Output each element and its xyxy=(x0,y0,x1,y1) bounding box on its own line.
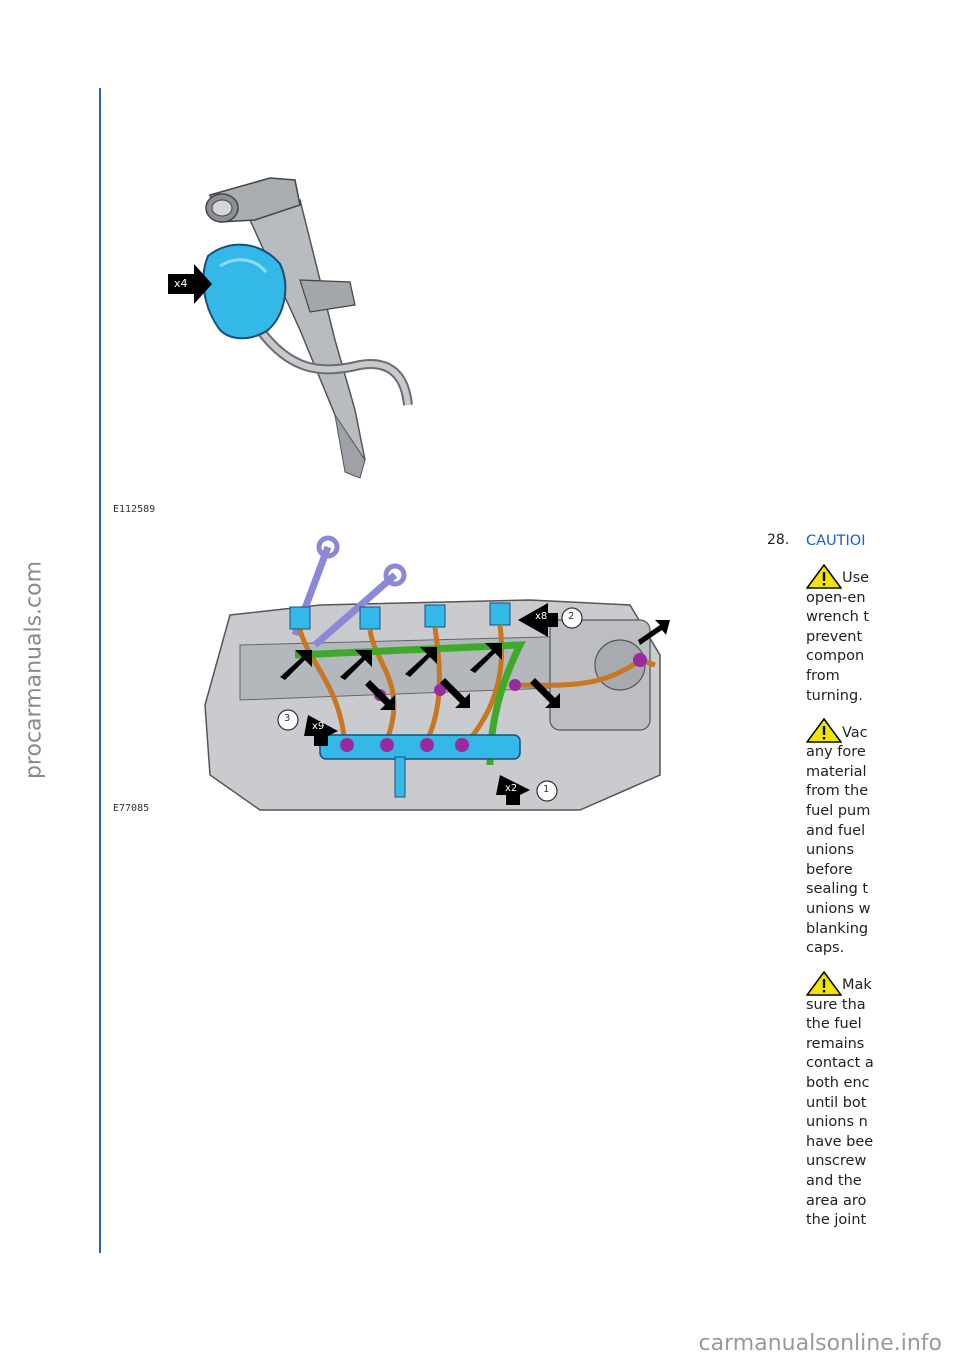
engine-callout-x9: x9 xyxy=(312,721,325,732)
warning-triangle-icon xyxy=(806,564,842,589)
side-watermark: procarmanuals.com xyxy=(21,560,47,780)
caution-text-line: unscrew xyxy=(806,1153,867,1170)
caution-heading: CAUTIOI xyxy=(806,533,866,549)
warning-triangle-icon xyxy=(806,971,842,996)
injector-callout-x4: x4 xyxy=(174,277,188,290)
caution-text-line: sure tha xyxy=(806,996,866,1013)
caution-text-line: unions w xyxy=(806,900,871,917)
figure2-reference: E77085 xyxy=(113,803,150,814)
caution-text-line: compon xyxy=(806,648,865,665)
caution-text-line: area aro xyxy=(806,1192,867,1209)
caution-text-line: the fuel xyxy=(806,1016,862,1033)
engine-number-3: 3 xyxy=(284,713,291,724)
caution-block-3 xyxy=(806,971,874,1231)
engine-figure xyxy=(200,535,680,815)
caution-text-line: unions n xyxy=(806,1114,868,1131)
caution-text-line: wrench t xyxy=(806,609,870,626)
caution-text-line: contact a xyxy=(806,1055,874,1072)
caution-text-line: the joint xyxy=(806,1212,867,1229)
caution-text-line: turning. xyxy=(806,687,863,704)
engine-number-1: 1 xyxy=(543,784,550,795)
warning-triangle-icon xyxy=(806,718,842,743)
left-margin-rule xyxy=(99,88,101,1253)
caution-text-line: sealing t xyxy=(806,881,869,898)
caution-text-line: Use xyxy=(842,570,870,586)
caution-text-line: have bee xyxy=(806,1133,874,1150)
caution-text-line: fuel pum xyxy=(806,802,871,819)
bottom-watermark: carmanualsonline.info xyxy=(698,1331,942,1356)
caution-text-line: Mak xyxy=(842,977,872,994)
caution-text-line: Vac xyxy=(842,724,868,741)
injector-figure xyxy=(150,160,420,490)
caution-text-line: blanking xyxy=(806,920,869,937)
caution-text-line: until bot xyxy=(806,1094,867,1111)
caution-text-line: both enc xyxy=(806,1075,870,1092)
figure1-reference: E112589 xyxy=(113,504,156,515)
caution-text-line: caps. xyxy=(806,940,845,957)
caution-text-line: and fuel xyxy=(806,822,866,839)
caution-text-line: from the xyxy=(806,783,869,800)
caution-text-line: prevent xyxy=(806,628,863,645)
caution-text-line: open-en xyxy=(806,589,866,606)
caution-block-1 xyxy=(806,564,874,707)
engine-number-2: 2 xyxy=(568,611,575,622)
caution-text-line: and the xyxy=(806,1173,862,1190)
caution-block-2 xyxy=(806,718,874,959)
caution-text-line: before xyxy=(806,861,853,878)
engine-callout-x2: x2 xyxy=(505,783,518,794)
caution-text-line: remains xyxy=(806,1035,865,1052)
caution-column xyxy=(806,532,874,1231)
caution-text-line: unions xyxy=(806,842,855,859)
caution-text-line: material xyxy=(806,763,867,780)
caution-text-line: from xyxy=(806,667,840,684)
engine-callout-x8: x8 xyxy=(535,611,548,622)
step-number: 28. xyxy=(767,532,790,548)
caution-text-line: any fore xyxy=(806,744,866,761)
